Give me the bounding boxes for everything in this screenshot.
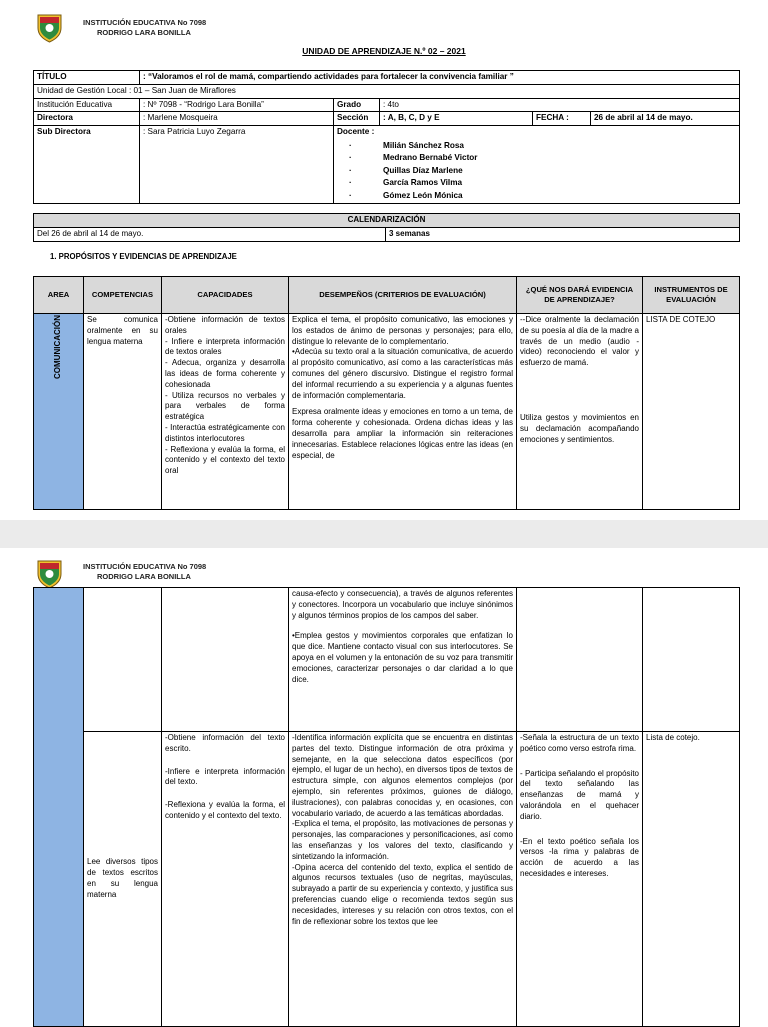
desempenos-cell: -Identifica información explícita que se encuentra en distintas partes del texto. Distingue información de otra próxima y semejante, en la que selecciona datos específicos (por ejemplo, el lugar de un hecho), en diversos tipos de textos de estructura simple, con algunos elementos complejos (por ejemplo, sin referentes próximos, guiones de diálogo, ilustraciones), con palabras conocidas y, en ocasiones, con vocabulario variado, de acuerdo a las temáticas abordadas. -Explica el tema, el propósito, las motivaciones de personas y personajes, las comparaciones y personificaciones, así como las enseñanzas y los valores del texto, clasificando y sintetizando la información. -Opina acerca del contenido del texto, explica el sentido de algunos recursos textuales (uso de negritas, mayúsculas, subrayado a partir de su experiencia y contexto, y justifica sus preferencias cuando elige o recomienda textos según sus necesidades, intereses y su relación con otros textos, con el fin de reflexionar sobre los textos que lee: [289, 732, 517, 1027]
capacidades-cell: [162, 732, 289, 1027]
list-item: · Medrano Bernabé Victor: [347, 152, 736, 164]
info-table: [33, 70, 740, 204]
calendar-duration: 3 semanas: [386, 227, 740, 241]
capacidades-cell: [162, 588, 289, 732]
seccion-value: : A, B, C, D y E: [380, 112, 533, 126]
competencia-cell: Se comunica oralmente en su lengua materna: [84, 314, 162, 510]
titulo-label: TÍTULO: [34, 71, 140, 85]
ugel-value: Unidad de Gestión Local : 01 – San Juan de Miraflores: [34, 84, 740, 98]
evidencia-paragraph: --Dice oralmente la declamación de su poesía al día de la madre a través de un medio (audio - video) reconociendo el valor y esfuerzo de mamá.: [520, 315, 639, 368]
ie-label: Institución Educativa: [34, 98, 140, 112]
desempeno-paragraph: •Emplea gestos y movimientos corporales que enfatizan lo que dice. Mantiene contacto visual con sus interlocutores. Se apoya en el volumen y la entonación de su voz para transmitir emociones, caracterizar personajes o dar claridad a lo que dice.: [292, 631, 513, 684]
header-evidencia: ¿QUÉ NOS DARÁ EVIDENCIA DE APRENDIZAJE?: [517, 277, 643, 314]
seccion-label: Sección: [334, 112, 380, 126]
header-capacidades: CAPACIDADES: [162, 277, 289, 314]
section-title: 1. PROPÓSITOS Y EVIDENCIAS DE APRENDIZAJE: [50, 252, 237, 261]
docentes-cell: [334, 126, 740, 204]
list-item: · Gómez León Mónica: [347, 190, 736, 202]
capacidad-paragraph: -Obtiene información del texto escrito.: [165, 733, 285, 753]
competencia-cell: [84, 588, 162, 732]
list-item: · Quillas Díaz Marlene: [347, 165, 736, 177]
desempeno-paragraph: Explica el tema, el propósito comunicativo, las emociones y los estados de ánimo de personas y personajes; para ello, distingue lo relevante de lo complementario. •Adecúa su texto oral a la situación comunicativa, de acuerdo al propósito comunicativo, así como a las características más comunes del género discursivo. Distingue el registro formal del informal recurriendo a su experiencia y a algunas fuentes de información complementaria.: [292, 315, 513, 400]
table-row: [34, 588, 740, 732]
info-row-ugel: [34, 84, 740, 98]
area-cell: [34, 588, 84, 1027]
directora-value: : Marlene Mosqueira: [140, 112, 334, 126]
school-crest-icon: [36, 559, 63, 589]
page-gap: [0, 520, 768, 548]
calendar-table: [33, 213, 740, 242]
capacidad-paragraph: -Reflexiona y evalúa la forma, el contenido y el contexto del texto.: [165, 800, 285, 820]
header-instrumentos: INSTRUMENTOS DE EVALUACIÓN: [643, 277, 740, 314]
competencia-cell: Lee diversos tipos de textos escritos en su lengua materna: [84, 732, 162, 1027]
subdirectora-label: Sub Directora: [34, 126, 140, 204]
evidencia-cell: [517, 732, 643, 1027]
directora-label: Directora: [34, 112, 140, 126]
capacidad-paragraph: -Infiere e interpreta información del texto.: [165, 766, 285, 787]
institution-header: [83, 562, 206, 582]
desempenos-cell: [289, 588, 517, 732]
header-competencias: COMPETENCIAS: [84, 277, 162, 314]
evidencia-paragraph: Utiliza gestos y movimientos en su declamación acompañando emociones y sentimientos.: [520, 412, 639, 444]
institution-school-name: RODRIGO LARA BONILLA: [97, 572, 191, 581]
capacidades-cell: -Obtiene información de textos orales - Infiere e interpreta información de textos orales - Adecua, organiza y desarrolla las ideas de forma coherente y cohesionada - Utiliza recursos no verbales y para verbales de forma estratégica - Interactúa estratégicamente con distintos interlocutores - Reflexiona y evalúa la forma, el contenido y el contexto del texto oral: [162, 314, 289, 510]
desempeno-paragraph: Expresa oralmente ideas y emociones en torno a un tema, de forma coherente y cohesionada. Ordena dichas ideas y las desarrolla para ampliar la información sin reiteraciones innecesarias. Establece relaciones lógicas entre las ideas (en especial, de: [292, 407, 513, 460]
instrumento-cell: LISTA DE COTEJO: [643, 314, 740, 510]
area-label: COMUNICACIÓN: [53, 315, 63, 379]
institution-name: INSTITUCIÓN EDUCATIVA No 7098: [83, 18, 207, 27]
grado-label: Grado: [334, 98, 380, 112]
purposes-table: [33, 276, 740, 510]
subdirectora-value: : Sara Patricia Luyo Zegarra: [140, 126, 334, 204]
instrumento-cell: [643, 588, 740, 732]
school-crest-icon: [36, 13, 63, 43]
area-cell: [34, 314, 84, 510]
instrumento-cell: Lista de cotejo.: [643, 732, 740, 1027]
evidencia-paragraph: -En el texto poético señala los versos -la rima y palabras de acción de acuerdo a las necesidades e intereses.: [520, 836, 639, 878]
info-row-titulo: [34, 71, 740, 85]
evidencia-cell: [517, 314, 643, 510]
info-row-directora: [34, 112, 740, 126]
evidencia-paragraph: - Participa señalando el propósito del texto señalando las enseñanzas de mamá y valorándola en el quehacer diario.: [520, 768, 639, 821]
desempeno-paragraph: causa-efecto y consecuencia), a través de algunos referentes y conectores. Incorpora un vocabulario que incluye sinónimos y algunos términos propios de los campos del saber.: [292, 589, 513, 620]
ie-value: : Nº 7098 - “Rodrigo Lara Bonilla”: [140, 98, 334, 112]
info-row-ie: [34, 98, 740, 112]
desempenos-cell: [289, 314, 517, 510]
header-desempenos: DESEMPEÑOS (CRITERIOS DE EVALUACIÓN): [289, 277, 517, 314]
calendar-range: Del 26 de abril al 14 de mayo.: [34, 227, 386, 241]
fecha-label: FECHA :: [533, 112, 591, 126]
docentes-list: [337, 138, 736, 202]
evidencia-cell: [517, 588, 643, 732]
docente-label: Docente :: [337, 127, 375, 137]
table-row: [34, 314, 740, 510]
document-title: UNIDAD DE APRENDIZAJE N.º 02 – 2021: [302, 46, 466, 56]
institution-header: [83, 18, 206, 38]
info-row-subdirectora: [34, 126, 740, 204]
evidencia-paragraph: -Señala la estructura de un texto poético como verso estrofa rima.: [520, 733, 639, 753]
fecha-value: 26 de abril al 14 de mayo.: [591, 112, 740, 126]
table-header-row: [34, 277, 740, 314]
header-area: AREA: [34, 277, 84, 314]
institution-name: INSTITUCIÓN EDUCATIVA No 7098: [83, 562, 207, 571]
purposes-table-continued: [33, 587, 740, 1027]
list-item: · Milián Sánchez Rosa: [347, 140, 736, 152]
list-item: · García Ramos Vilma: [347, 177, 736, 189]
table-row: [34, 732, 740, 1027]
document-page-2: [0, 548, 768, 1024]
grado-value: : 4to: [380, 98, 740, 112]
calendar-title: CALENDARIZACIÓN: [34, 214, 740, 228]
titulo-value: : “Valoramos el rol de mamá, compartiendo actividades para fortalecer la convivencia familiar ”: [140, 71, 740, 85]
institution-school-name: RODRIGO LARA BONILLA: [97, 28, 191, 37]
